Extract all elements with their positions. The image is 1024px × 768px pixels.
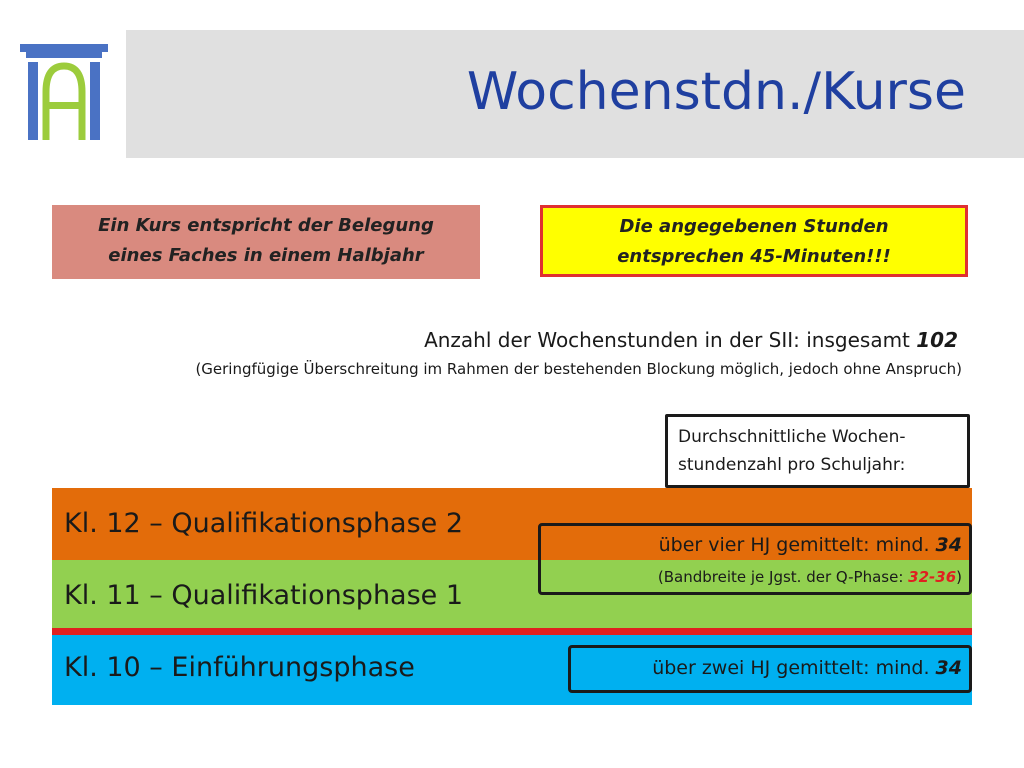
school-portal-logo-icon [16, 40, 112, 144]
total-hours-text: Anzahl der Wochenstunden in der SII: insgesamt [424, 328, 917, 352]
e-phase-main-value: 34 [935, 657, 962, 679]
q-phase-range-suffix: ) [956, 568, 962, 586]
e-phase-main-text: über zwei HJ gemittelt: mind. [652, 657, 936, 679]
total-hours-note: (Geringfügige Überschreitung im Rahmen der bestehenden Blockung möglich, jedoch ohne Anspruch) [195, 360, 962, 378]
q-phase-main-value: 34 [935, 534, 962, 556]
kl11-label: Kl. 11 – Qualifikationsphase 1 [64, 580, 464, 611]
hours-note-line-2: entsprechen 45-Minuten!!! [617, 246, 891, 267]
course-definition-line-1: Ein Kurs entspricht der Belegung [98, 215, 434, 236]
hours-note-line-1: Die angegebenen Stunden [619, 216, 889, 237]
average-hours-line-2: stundenzahl pro Schuljahr: [678, 455, 906, 475]
average-hours-box [665, 414, 970, 488]
average-hours-line-1: Durchschnittliche Wochen- [678, 427, 906, 447]
course-definition-line-2: eines Faches in einem Halbjahr [108, 245, 424, 266]
phase-divider [52, 628, 972, 635]
kl12-label: Kl. 12 – Qualifikationsphase 2 [64, 508, 464, 539]
q-phase-main-text: über vier HJ gemittelt: mind. [658, 534, 936, 556]
q-phase-main [659, 534, 962, 556]
total-hours-line [424, 328, 958, 352]
hours-note-box [540, 205, 968, 277]
q-phase-range [658, 568, 962, 586]
course-definition-box [52, 205, 480, 279]
kl10-label: Kl. 10 – Einführungsphase [64, 652, 415, 683]
page-title: Wochenstdn./Kurse [466, 62, 966, 122]
q-phase-range-value: 32-36 [908, 568, 957, 586]
e-phase-main [652, 657, 962, 679]
total-hours-value: 102 [916, 328, 958, 352]
q-phase-range-prefix: (Bandbreite je Jgst. der Q-Phase: [657, 568, 909, 586]
